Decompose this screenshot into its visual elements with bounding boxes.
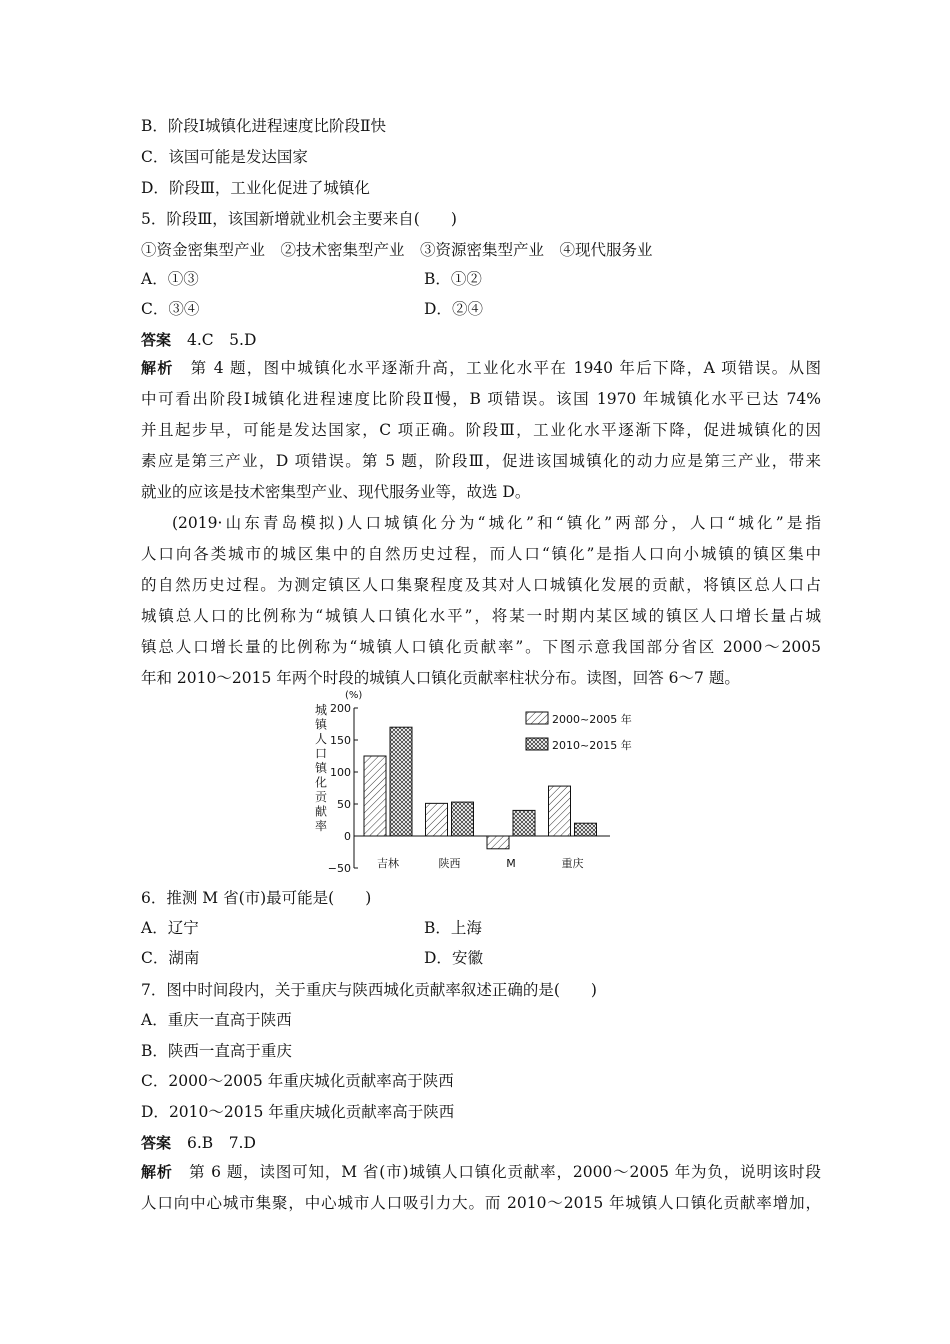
q5-option-c: C．③④	[141, 300, 200, 318]
q4-option-d: D．阶段Ⅲ，工业化促进了城镇化	[141, 179, 370, 197]
y-axis-label-char: 口	[314, 746, 328, 761]
q5-option-b: B．①②	[424, 270, 482, 288]
q7-option-b: B．陕西一直高于重庆	[141, 1042, 292, 1060]
y-axis-label-char: 人	[314, 732, 328, 746]
y-axis-label-char: 贡	[314, 790, 328, 804]
q6-option-c: C．湖南	[141, 949, 200, 967]
bar-M-1	[487, 836, 509, 849]
bar-M-2	[513, 810, 535, 836]
y-axis-label-char: 率	[314, 819, 328, 833]
x-category-label: 陕西	[438, 857, 461, 870]
y-axis-label-char: 城	[314, 703, 328, 717]
q4-option-c: C．该国可能是发达国家	[141, 148, 308, 166]
q5-option-d: D．②④	[424, 300, 483, 318]
y-axis-label-char: 镇	[314, 717, 328, 732]
q7-option-d: D．2010～2015 年重庆城化贡献率高于陕西	[141, 1103, 455, 1121]
y-axis-label-char: 镇	[314, 761, 328, 775]
bar-陕西-2	[452, 802, 474, 836]
q7-option-a: A．重庆一直高于陕西	[141, 1011, 292, 1029]
analysis-2: 解析 第 6 题，读图可知，M 省(市)城镇人口镇化贡献率，2000～2005 年为负，说明该时段 人口向中心城市集聚，中心城市人口吸引力大。而 2010～2015 年城镇人口镇化贡献率增加，	[141, 1163, 821, 1212]
y-axis-unit: (%)	[345, 690, 363, 701]
q5-items: ①资金密集型产业 ②技术密集型产业 ③资源密集型产业 ④现代服务业	[141, 241, 653, 259]
q7-stem: 7．图中时间段内，关于重庆与陕西城化贡献率叙述正确的是( )	[141, 981, 597, 999]
answer-1: 答案 4.C 5.D	[141, 331, 257, 349]
y-tick-label: 50	[337, 798, 351, 811]
y-axis-label-char: 化	[314, 775, 328, 790]
y-axis-label-char: 献	[314, 804, 328, 819]
legend-swatch	[526, 712, 548, 724]
intro-paragraph: (2019·山东青岛模拟)人口城镇化分为“城化”和“镇化”两部分，人口“城化”是指 人口向各类城市的城区集中的自然历史过程，而人口“镇化”是指人口向小城镇的镇区集中 的自然历史过程。为测定镇区人口集聚程度及其对人口城镇化发展的贡献，将镇区总人口占 城镇总人口的比例称为“城镇人口镇化水平”，将某一时期内某区域的镇区人口增长量占城 镇总人口增长量的比例称为“城镇人口镇化贡献率”。下图示意我国部分省区 2000～2005 年和 2010～2015 年两个时段的城镇人口镇化贡献率柱状分布。读图，回答 6～7 题。	[141, 514, 821, 687]
answer-label: 答案	[141, 1134, 172, 1152]
x-category-label: 吉林	[377, 857, 399, 870]
analysis-1: 解析 第 4 题，图中城镇化水平逐渐升高，工业化水平在 1940 年后下降，A 项错误。从图 中可看出阶段Ⅰ城镇化进程速度比阶段Ⅱ慢，B 项错误。该国 1970 年城镇化水平已达 74% 并且起步早，可能是发达国家，C 项正确。阶段Ⅲ，工业化水平逐渐下降，促进城镇化的因 素应是第三产业，D 项错误。第 5 题，阶段Ⅲ，促进该国城镇化的动力应是第三产业，带来 就业的应该是技术密集型产业、现代服务业等，故选 D。	[141, 359, 821, 501]
q6-option-a: A．辽宁	[141, 919, 199, 937]
contribution-rate-bar-chart	[312, 688, 642, 878]
x-category-label: 重庆	[561, 857, 584, 870]
legend-label: 2000~2005 年	[552, 713, 632, 726]
q7-option-c: C．2000～2005 年重庆城化贡献率高于陕西	[141, 1072, 454, 1090]
y-tick-label: 150	[330, 734, 351, 747]
legend-swatch	[526, 738, 548, 750]
bar-陕西-1	[426, 803, 448, 836]
answer-label: 答案	[141, 331, 172, 349]
q6-option-d: D．安徽	[424, 949, 483, 967]
analysis-label: 解析	[141, 359, 174, 377]
q4-option-b: B．阶段Ⅰ城镇化进程速度比阶段Ⅱ快	[141, 117, 387, 135]
q5-stem: 5．阶段Ⅲ，该国新增就业机会主要来自( )	[141, 210, 457, 228]
legend-label: 2010~2015 年	[552, 739, 632, 752]
answer-2: 答案 6.B 7.D	[141, 1134, 256, 1152]
bar-重庆-1	[549, 786, 571, 836]
bar-吉林-2	[390, 727, 412, 836]
bar-吉林-1	[364, 756, 386, 836]
x-category-label: M	[506, 857, 516, 870]
q5-option-a: A．①③	[141, 270, 199, 288]
y-tick-label: −50	[327, 862, 351, 875]
y-tick-label: 200	[330, 702, 351, 715]
q6-option-b: B．上海	[424, 919, 482, 937]
y-tick-label: 0	[344, 830, 351, 843]
bar-重庆-2	[575, 823, 597, 836]
q6-stem: 6．推测 M 省(市)最可能是( )	[141, 889, 372, 907]
analysis-label: 解析	[141, 1163, 173, 1181]
y-tick-label: 100	[330, 766, 351, 779]
